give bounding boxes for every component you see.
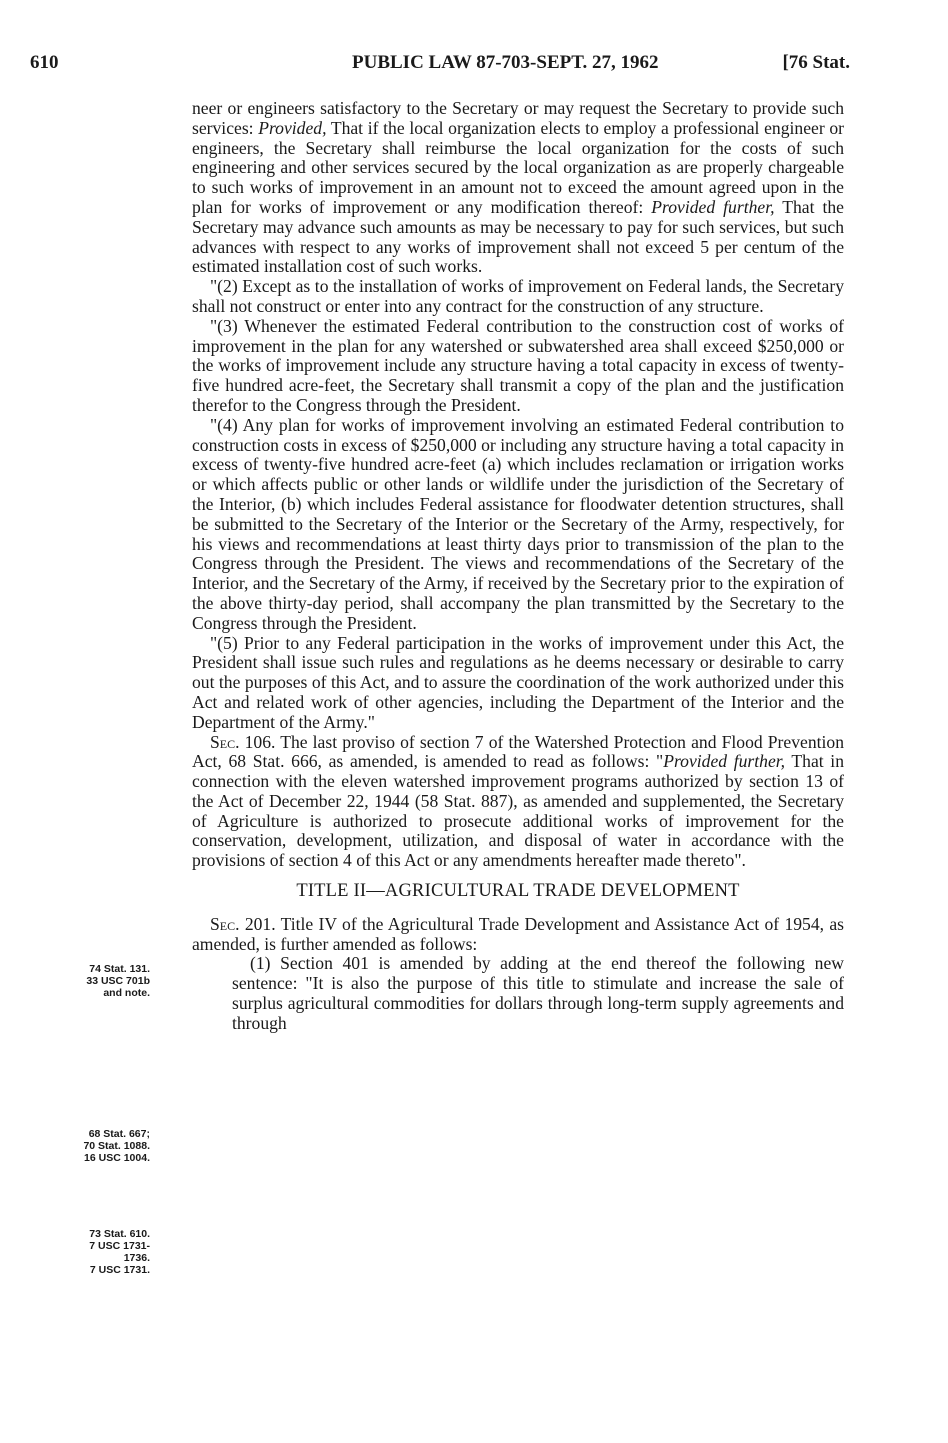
margin-note-sec106-end: 68 Stat. 667; 70 Stat. 1088. 16 USC 1004. xyxy=(83,1128,150,1164)
paragraph-5: "(5) Prior to any Federal participation in the works of improvement under this Act, the President shall issue such rules and regulations as he deems necessary or desirable to carry out the purposes of this Act, and to assure the coordination of the work authorized under this Act and related work of other agencies, including the Department of the Interior and the Department of the Army." xyxy=(192,632,844,732)
paragraph-4: "(4) Any plan for works of improvement involving an estimated Federal contribution to construction costs in excess of $250,000 or including any structure having a total capacity in excess of twenty-five hundred acre-feet (a) which includes reclamation or irrigation works or which affects public or other lands or wildlife under the jurisdiction of the Secretary of the Interior, (b) which includes Federal assistance for floodwater detention structures, shall be submitted to the Secretary of the Interior or the Secretary of the Army, respectively, for his views and recommendations at least thirty days prior to transmission of the plan to the Congress through the President. The views and recommendations of the Secretary of the Interior, and the Secretary of the Army, if received by the Secretary prior to the expiration of the above thirty-day period, shall accompany the plan transmitted by the Secretary to the Congress through the President. xyxy=(192,414,844,633)
margin-note-sec106: 74 Stat. 131. 33 USC 701b and note. xyxy=(86,963,150,999)
running-title: PUBLIC LAW 87-703-SEPT. 27, 1962 xyxy=(352,52,659,73)
amendment-1: (1) Section 401 is amended by adding at the end thereof the following new sentence: "It is also the purpose of this title to stimulate and increase the sale of surplus agricultural commodities for dollars through long-term supply agreements and through xyxy=(232,953,844,1033)
paragraph-continued: neer or engineers satisfactory to the Secretary or may request the Secretary to provide such services: Provided, That if the local organization elects to employ a professional engineer or engineers, the Secretary shall reimburse the local organization for the costs of such engineering and other services secured by the local organization as are properly chargeable to such works of improvement in an amount not to exceed the amount agreed upon in the plan for works of improvement or any modification thereof: Provided further, That the Secretary may advance such amounts as may be necessary to pay for such services, but such advances with respect to any works of improvement shall not exceed 5 per centum of the estimated installation cost of such works. xyxy=(192,98,844,277)
margin-note-sec201: 73 Stat. 610. 7 USC 1731- 1736. 7 USC 1731. xyxy=(89,1228,150,1276)
paragraph-3: "(3) Whenever the estimated Federal contribution to the construction cost of works of improvement in the plan for any watershed or subwatershed area shall exceed $250,000 or the works of improvement include any structure having a total capacity in excess of twenty-five hundred acre-feet, the Secretary shall transmit a copy of the plan and the justification therefor to the Congress through the President. xyxy=(192,315,844,415)
page-header xyxy=(30,52,850,80)
section-201: Sec. 201. Title IV of the Agricultural Trade Development and Assistance Act of 1954, as amended, is further amended as follows: xyxy=(192,913,844,954)
title-heading: TITLE II—AGRICULTURAL TRADE DEVELOPMENT xyxy=(296,881,740,902)
section-106: Sec. 106. The last proviso of section 7 of the Watershed Protection and Flood Prevention Act, 68 Stat. 666, as amended, is amended to read as follows: "Provided further, That in connection with the eleven watershed improvement programs authorized by section 13 of the Act of December 22, 1944 (58 Stat. 887), as amended and supplemented, the Secretary of Agriculture is authorized to prosecute additional works of improvement for the conservation, development, utilization, and disposal of water in accordance with the provisions of section 4 of this Act or any amendments hereafter made thereto". xyxy=(192,731,844,871)
volume-reference: [76 Stat. xyxy=(782,52,850,73)
body-text xyxy=(192,99,844,1034)
page-number: 610 xyxy=(30,52,59,73)
paragraph-2: "(2) Except as to the installation of works of improvement on Federal lands, the Secretary shall not construct or enter into any contract for the construction of any structure. xyxy=(192,276,844,316)
